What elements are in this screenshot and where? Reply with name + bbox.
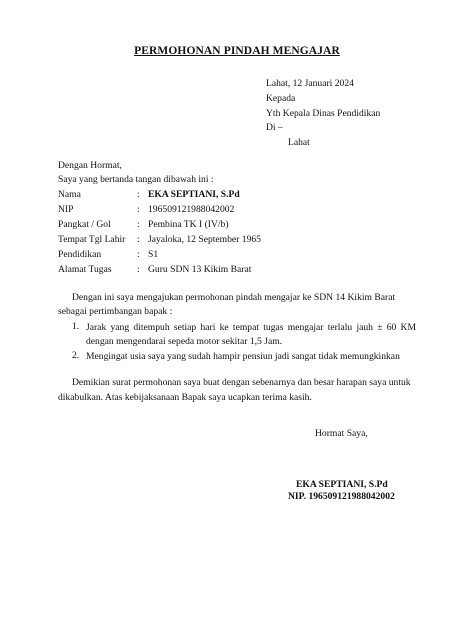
identity-value: EKA SEPTIANI, S.Pd <box>148 189 240 200</box>
letter-title: PERMOHONAN PINDAH MENGAJAR <box>134 45 340 57</box>
to-place: Lahat <box>288 137 310 148</box>
identity-colon: : <box>137 219 140 230</box>
identity-colon: : <box>137 189 140 200</box>
regards: Hormat Saya, <box>315 428 368 439</box>
to-at: Di – <box>266 122 283 133</box>
identity-colon: : <box>137 204 140 215</box>
list-text: Mengingat usia saya yang sudah hampir pensiun jadi sangat tidak memungkinkan <box>86 351 400 362</box>
signer-nip: NIP. 196509121988042002 <box>288 491 395 502</box>
identity-value: Guru SDN 13 Kikim Barat <box>148 264 252 275</box>
intro-text: Saya yang bertanda tangan dibawah ini : <box>58 174 214 185</box>
signer-name: EKA SEPTIANI, S.Pd <box>296 479 388 490</box>
identity-label: Alamat Tugas <box>58 264 112 275</box>
to-recipient: Yth Kepala Dinas Pendidikan <box>266 108 381 119</box>
identity-label: Nama <box>58 189 81 200</box>
identity-label: Pendidikan <box>58 249 102 260</box>
body-line-1: Dengan ini saya mengajukan permohonan pindah mengajar ke SDN 14 Kikim Barat <box>72 292 396 303</box>
identity-value: Pembina TK I (IV/b) <box>148 219 229 230</box>
identity-label: Pangkat / Gol <box>58 219 111 230</box>
identity-value: Jayaloka, 12 September 1965 <box>148 234 261 245</box>
to-label: Kepada <box>266 93 296 104</box>
letter-date: Lahat, 12 Januari 2024 <box>266 78 354 89</box>
list-number: 1. <box>72 321 80 332</box>
identity-value: 196509121988042002 <box>148 204 235 215</box>
identity-label: NIP <box>58 204 74 215</box>
closing-line-2: dikabulkan. Atas kebijaksanaan Bapak saya ucapkan terima kasih. <box>58 392 312 403</box>
greeting: Dengan Hormat, <box>58 160 122 171</box>
list-text: Jarak yang ditempuh setiap hari ke tempat tugas mengajar terlalu jauh ± 60 KM dengan mengendarai sepeda motor sekitar 1,5 Jam. <box>86 322 416 347</box>
identity-colon: : <box>137 234 140 245</box>
identity-colon: : <box>137 249 140 260</box>
identity-value: S1 <box>148 249 159 260</box>
closing-line-1: Demikian surat permohonan saya buat dengan sebenarnya dan besar harapan saya untuk <box>72 377 411 388</box>
identity-colon: : <box>137 264 140 275</box>
body-line-2: sebagai pertimbangan bapak : <box>58 306 173 317</box>
identity-label: Tempat Tgl Lahir <box>58 234 126 245</box>
list-number: 2. <box>72 350 80 361</box>
